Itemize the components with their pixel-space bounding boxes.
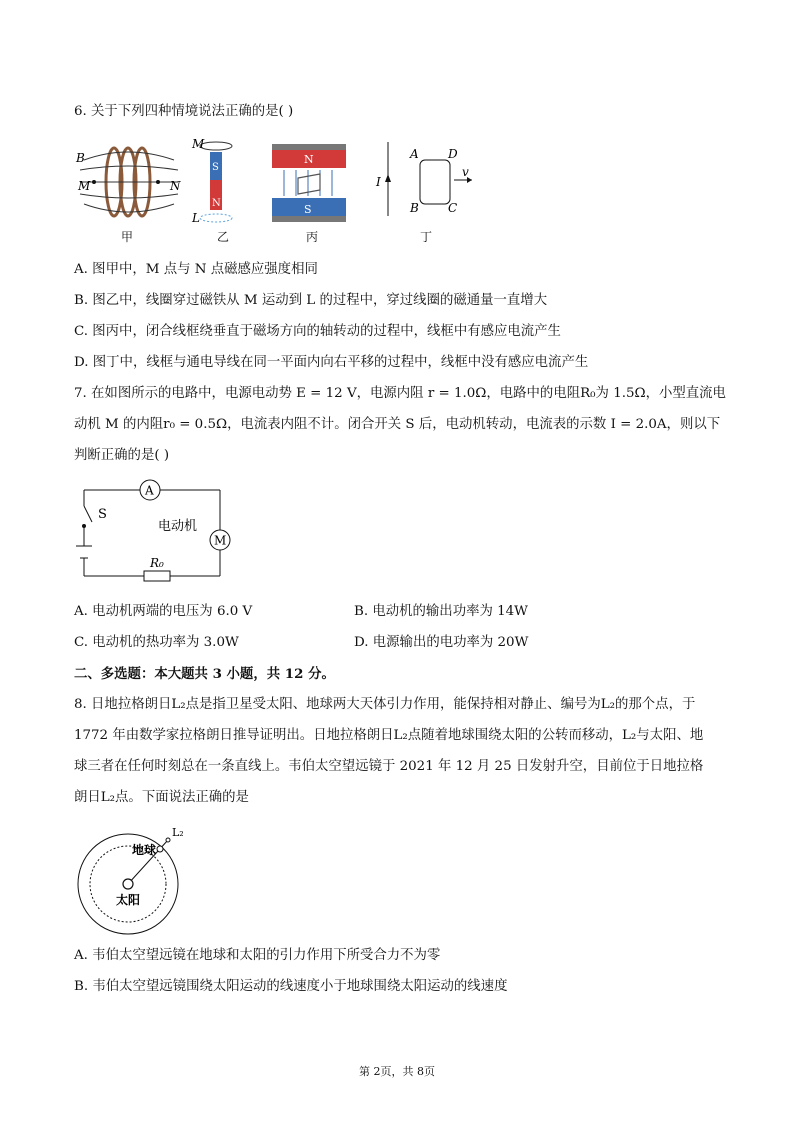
q6-caption-d: 丁 — [420, 230, 433, 244]
q8-stem-line3: 球三者在任何时刻总在一条直线上。韦伯太空望远镜于 2021 年 12 月 25 日发射升空，目前位于日地拉格 — [74, 759, 704, 774]
fig-d-label-a: A — [410, 147, 419, 161]
q6-option-d: D. 图丁中，线框与通电导线在同一平面内向右平移的过程中，线框中没有感应电流产生 — [74, 355, 589, 370]
fig-d-label-d: D — [448, 147, 458, 161]
q6-caption-b: 乙 — [217, 230, 230, 244]
q7-option-c: C. 电动机的热功率为 3.0W — [74, 635, 239, 650]
fig-b-label-s: S — [212, 162, 219, 173]
q6-stem: 6. 关于下列四种情境说法正确的是( ) — [74, 104, 294, 119]
switch-label: S — [98, 507, 107, 522]
q8-orbit-diagram — [74, 822, 214, 937]
fig-d-label-v: v — [462, 165, 469, 179]
fig-b-label-n: N — [212, 198, 221, 209]
ammeter-label: A — [145, 483, 154, 498]
motor-label: M — [214, 533, 227, 548]
l2-label: L₂ — [172, 826, 184, 839]
fig-b-label-l: L — [192, 211, 200, 225]
q7-stem-line1: 7. 在如图所示的电路中，电源电动势 E = 12 V，电源内阻 r = 1.0Ω，电路中的电阻R₀为 1.5Ω，小型直流电 — [74, 386, 726, 401]
fig-a-label-b: B — [76, 151, 85, 165]
fig-c-label-n: N — [304, 153, 314, 166]
motor-text: 电动机 — [158, 519, 198, 534]
q7-circuit-diagram — [74, 480, 244, 586]
q8-stem-line4: 朗日L₂点。下面说法正确的是 — [74, 790, 249, 805]
q6-figure-b — [190, 138, 250, 230]
q7-stem-line3: 判断正确的是( ) — [74, 448, 170, 463]
section-heading: 二、多选题：本大题共 3 小题，共 12 分。 — [74, 666, 335, 682]
q7-stem-line2: 动机 M 的内阻r₀ = 0.5Ω，电流表内阻不计。闭合开关 S 后，电动机转动，电流表的示数 I = 2.0A，则以下 — [74, 417, 721, 432]
q7-option-a: A. 电动机两端的电压为 6.0 V — [74, 604, 253, 619]
fig-b-label-m: M — [192, 137, 205, 151]
fig-a-label-m: M — [78, 179, 91, 193]
q6-figure-c — [270, 144, 350, 224]
page-footer: 第 2页，共 8页 — [359, 1065, 435, 1078]
fig-d-label-b: B — [410, 201, 419, 215]
fig-d-label-i: I — [376, 175, 381, 189]
q8-stem-line1: 8. 日地拉格朗日L₂点是指卫星受太阳、地球两大天体引力作用，能保持相对静止、编号为L₂的那个点，于 — [74, 697, 696, 712]
q6-caption-a: 甲 — [121, 230, 134, 244]
q8-option-a: A. 韦伯太空望远镜在地球和太阳的引力作用下所受合力不为零 — [74, 948, 441, 963]
q7-option-b: B. 电动机的输出功率为 14W — [354, 604, 528, 619]
fig-a-label-n: N — [170, 179, 181, 193]
q6-option-a: A. 图甲中，M 点与 N 点磁感应强度相同 — [74, 262, 318, 277]
q6-caption-c: 丙 — [306, 230, 319, 244]
q7-option-d: D. 电源输出的电功率为 20W — [354, 635, 529, 650]
q6-option-c: C. 图丙中，闭合线框绕垂直于磁场方向的轴转动的过程中，线框中有感应电流产生 — [74, 324, 561, 339]
q6-figure-a — [74, 140, 186, 230]
fig-c-label-s: S — [304, 203, 312, 216]
q6-option-b: B. 图乙中，线圈穿过磁铁从 M 运动到 L 的过程中，穿过线圈的磁通量一直增大 — [74, 293, 548, 308]
earth-label: 地球 — [132, 843, 157, 857]
sun-label: 太阳 — [116, 893, 141, 907]
q8-option-b: B. 韦伯太空望远镜围绕太阳运动的线速度小于地球围绕太阳运动的线速度 — [74, 979, 508, 994]
q8-stem-line2: 1772 年由数学家拉格朗日推导证明出。日地拉格朗日L₂点随着地球围绕太阳的公转而移动，L₂与太阳、地 — [74, 728, 704, 743]
resistor-label: R₀ — [150, 556, 164, 570]
fig-d-label-c: C — [448, 201, 458, 215]
q6-figure-d — [370, 140, 480, 226]
